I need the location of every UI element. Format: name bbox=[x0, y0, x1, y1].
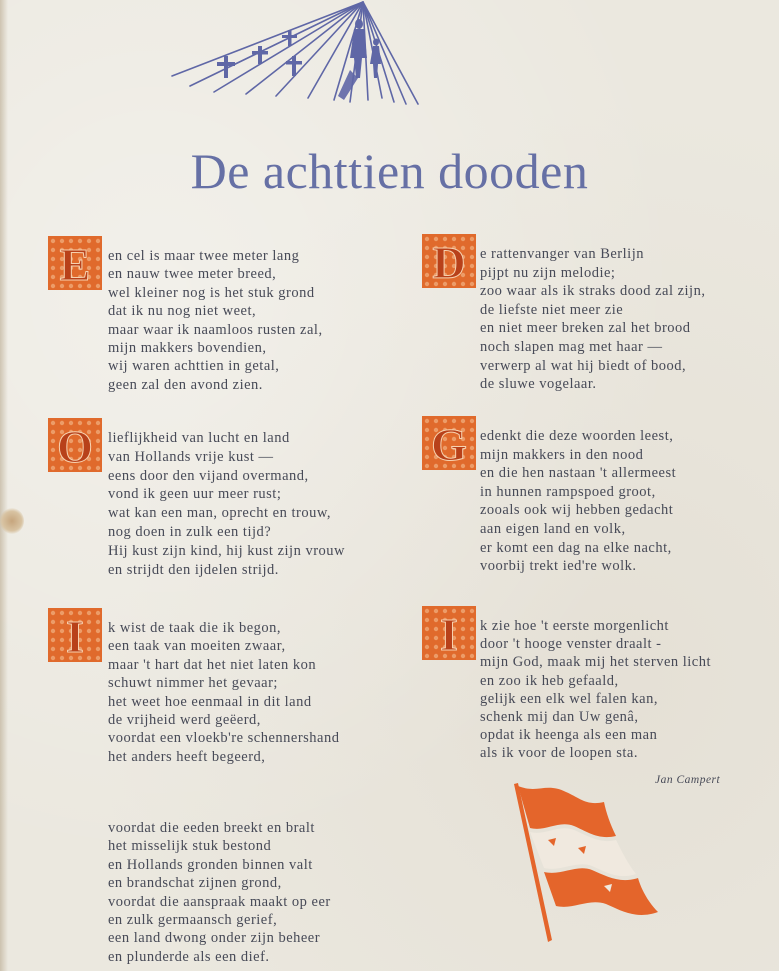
initial-letter: I bbox=[440, 609, 458, 660]
poem-line: en die hen nastaan 't allermeest bbox=[480, 465, 677, 482]
poem-line: in hunnen rampspoed groot, bbox=[480, 483, 656, 500]
poem-title: De achttien dooden bbox=[190, 143, 589, 199]
poem-line: de vrijheid werd geëerd, bbox=[108, 712, 261, 728]
poem-line: e rattenvanger van Berlijn bbox=[480, 246, 644, 262]
author-signature: Jan Campert bbox=[655, 774, 721, 786]
poem-line: schuwt nimmer het gevaar; bbox=[108, 675, 278, 692]
initial-letter: E bbox=[59, 239, 91, 290]
poem-line: edenkt die deze woorden leest, bbox=[480, 428, 674, 444]
poem-line: noch slapen mag met haar — bbox=[480, 339, 663, 355]
poem-line: schenk mij dan Uw genâ, bbox=[480, 709, 639, 725]
poem-line: en plunderde als een dief. bbox=[108, 948, 270, 965]
poem-line: een taak van moeiten zwaar, bbox=[108, 638, 286, 655]
poem-line: en zulk germaansch gerief, bbox=[108, 912, 278, 928]
poem-line: dat ik nu nog niet weet, bbox=[108, 303, 257, 320]
poem-line: mijn makkers in den nood bbox=[480, 446, 644, 463]
decorated-initial bbox=[48, 418, 100, 470]
poem-line: voordat een vloekb're schennershand bbox=[108, 730, 340, 747]
poem-line: verwerp al wat hij biedt of bood, bbox=[480, 357, 687, 374]
poem-line: en brandschat zijnen grond, bbox=[108, 875, 282, 892]
poem-line: wat kan een man, oprecht en trouw, bbox=[108, 505, 332, 522]
poem-line: opdat ik heenga als een man bbox=[480, 727, 658, 744]
poem-line: nog doen in zulk een tijd? bbox=[108, 524, 272, 540]
poem-line: maar 't hart dat het niet laten kon bbox=[108, 656, 317, 673]
poem-line: en Hollands gronden binnen valt bbox=[108, 856, 313, 873]
poem-line: en nauw twee meter breed, bbox=[108, 266, 277, 283]
poem-line: voorbij trekt ied're wolk. bbox=[480, 558, 637, 575]
decorated-initial bbox=[422, 234, 474, 286]
poem-line: het weet hoe eenmaal in dit land bbox=[108, 693, 312, 710]
initial-letter: D bbox=[432, 237, 466, 288]
poem-line: zoo waar als ik straks dood zal zijn, bbox=[480, 283, 706, 300]
poem-line: aan eigen land en volk, bbox=[480, 521, 626, 537]
poem-line: maar waar ik naamloos rusten zal, bbox=[108, 321, 323, 338]
poem-line: gelijk een elk wel falen kan, bbox=[480, 690, 658, 707]
poem-line: door 't hooge venster draalt - bbox=[480, 636, 662, 653]
poem-line: geen zal den avond zien. bbox=[108, 376, 263, 393]
poem-line: k zie hoe 't eerste morgenlicht bbox=[480, 618, 669, 634]
poem-line: voordat die aanspraak maakt op eer bbox=[108, 893, 331, 910]
poem-line: vond ik geen uur meer rust; bbox=[108, 486, 282, 503]
poem-line: voordat die eeden breekt en bralt bbox=[108, 820, 315, 836]
decorated-initial bbox=[422, 416, 474, 468]
crosses-and-figures-illustration bbox=[168, 0, 428, 112]
poem-line: wel kleiner nog is het stuk grond bbox=[108, 284, 315, 301]
poem-line: en zoo ik heb gefaald, bbox=[480, 672, 619, 689]
poem-line: mijn God, maak mij het sterven licht bbox=[480, 654, 712, 671]
decorated-initial bbox=[48, 236, 100, 288]
poem-line: mijn makkers bovendien, bbox=[108, 340, 267, 356]
poem-line: Hij kust zijn kind, hij kust zijn vrouw bbox=[108, 542, 345, 559]
poem-line: en strijdt den ijdelen strijd. bbox=[108, 561, 279, 578]
poem-line: de sluwe vogelaar. bbox=[480, 376, 597, 393]
poem-line: en niet meer breken zal het brood bbox=[480, 320, 691, 337]
poem-line: eens door den vijand overmand, bbox=[108, 467, 309, 484]
poem-line: wij waren achttien in getal, bbox=[108, 358, 280, 375]
initial-letter: I bbox=[66, 611, 84, 662]
poem-line: er komt een dag na elke nacht, bbox=[480, 539, 672, 556]
decorated-initial bbox=[48, 608, 100, 660]
poem-line: lieflijkheid van lucht en land bbox=[108, 430, 290, 446]
poem-line: een land dwong onder zijn beheer bbox=[108, 930, 321, 947]
poem-line: k wist de taak die ik begon, bbox=[108, 620, 282, 636]
poem-line: het anders heeft begeerd, bbox=[108, 748, 266, 765]
poem-line: zooals ook wij hebben gedacht bbox=[480, 502, 674, 519]
poem-line: van Hollands vrije kust — bbox=[108, 448, 274, 465]
paper-stain bbox=[0, 508, 24, 534]
initial-letter: O bbox=[57, 421, 93, 472]
waving-flag-illustration bbox=[508, 780, 658, 950]
poem-line: het misselijk stuk bestond bbox=[108, 838, 272, 855]
initial-letter: G bbox=[431, 419, 467, 470]
poem-line: en cel is maar twee meter lang bbox=[108, 248, 300, 264]
poem-line: als ik voor de loopen sta. bbox=[480, 745, 638, 762]
poem-line: de liefste niet meer zie bbox=[480, 301, 624, 318]
poem-line: pijpt nu zijn melodie; bbox=[480, 264, 616, 281]
decorated-initial bbox=[422, 606, 474, 658]
